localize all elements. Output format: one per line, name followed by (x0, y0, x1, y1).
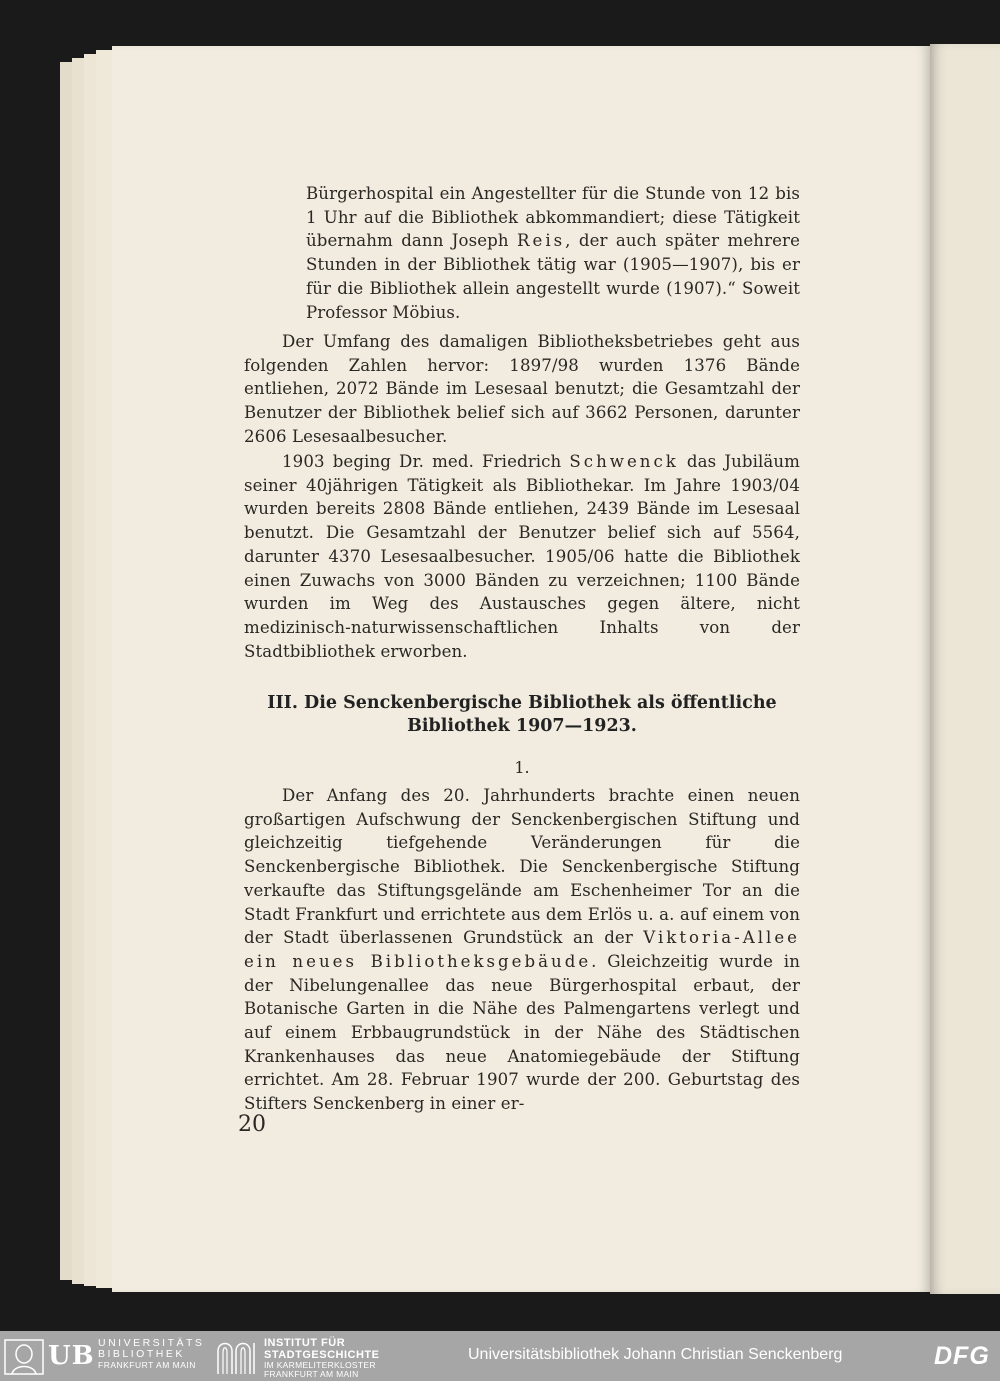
para3-text: Der Anfang des 20. Jahrhunderts brachte einen neuen großartigen Aufschwung der Senckenbergischen Stiftung und gleichzeitig tiefgehende Veränderungen für die Senckenbergische Bibliothek. Die Senckenbergische Stiftung verkaufte das Stiftungsgelände am Eschenheimer Tor an die Stadt Frankfurt und errichtete aus dem Erlös u. a. auf einem von der Stadt überlassenen Grundstück an der (244, 786, 800, 948)
page-number: 20 (238, 1112, 266, 1137)
ub-line3: FRANKFURT AM MAIN (98, 1360, 196, 1370)
chapter-heading-line2: Bibliothek 1907—1923. (407, 716, 637, 736)
ub-line2: BIBLIOTHEK (98, 1348, 185, 1360)
para2-text: 1903 beging Dr. med. Friedrich (282, 452, 562, 471)
isg-line2: STADTGESCHICHTE (264, 1349, 380, 1361)
ub-line1: UNIVERSITÄTS (98, 1337, 205, 1349)
paragraph-jubilee (244, 450, 800, 663)
paragraph-twentieth-century (244, 784, 800, 1116)
chapter-heading-line1: III. Die Senckenbergische Bibliothek als öffentliche (267, 693, 777, 713)
isg-arches-logo-icon (214, 1339, 258, 1375)
chapter-heading (244, 692, 800, 738)
isg-text (264, 1337, 379, 1379)
section-number: 1. (514, 758, 530, 777)
ub-text (98, 1338, 204, 1371)
facing-page-edge (930, 44, 1000, 1294)
para3-text-rest: . Gleichzeitig wurde in der Nibelungenallee das neue Bürgerhospital erbaut, der Botanische Garten in die Nähe des Palmengartens verlegt und auf einem Erbbaugrundstück in der Nähe des Städtischen Krankenhauses das neue Anatomiegebäude der Stiftung errichtet. Am 28. Februar 1907 wurde der 200. Geburtstag des Stifters Senckenberg in einer er- (244, 951, 800, 1114)
dfg-logo: DFG (934, 1342, 990, 1370)
intro-name: Reis (517, 231, 566, 251)
isg-line3: IM KARMELITERKLOSTER (264, 1360, 376, 1370)
intro-text: Bürgerhospital ein Angestellter für die Stunde von 12 bis 1 Uhr auf die Bibliothek abkommandiert; diese Tätigkeit übernahm dann Joseph (306, 184, 800, 251)
para3-spaced: Viktoria-Allee ein neues Bibliotheksgebäude (244, 928, 800, 971)
para2-text-rest: das Jubiläum seiner 40jährigen Tätigkeit als Bibliothekar. Im Jahre 1903/04 wurden bereits 2808 Bände entliehen, 2439 Bände im Lesesaal benutzt. Die Gesamtzahl der Benutzer belief sich auf 5564, darunter 4370 Lesesaalbesucher. 1905/06 hatte die Bibliothek einen Zuwachs von 3000 Bänden zu verzeichnen; 1100 Bände wurden im Weg des Austausches gegen ältere, nicht medizinisch-naturwissenschaftlichen Inhalts von der Stadtbibliothek erworben. (244, 452, 801, 661)
para2-name: Schwenck (569, 452, 679, 471)
footer-bar (0, 1331, 1000, 1381)
ub-letters: UB (48, 1341, 95, 1371)
isg-line4: FRANKFURT AM MAIN (264, 1369, 359, 1379)
ub-portrait-logo-icon (4, 1339, 44, 1375)
isg-line1: INSTITUT FÜR (264, 1337, 346, 1349)
intro-text-rest: , der auch später mehrere Stunden in der Bibliothek tätig war (1905—1907), bis er für die Bibliothek allein angestellt wurde (1907).“ Soweit Professor Möbius. (306, 231, 800, 322)
footer-title[interactable]: Universitätsbibliothek Johann Christian Senckenberg (468, 1346, 843, 1363)
intro-paragraph (306, 182, 800, 324)
paragraph-usage-statistics: Der Umfang des damaligen Bibliotheksbetriebes geht aus folgenden Zahlen hervor: 1897/98 wurden 1376 Bände entliehen, 2072 Bände im Lesesaal benutzt; die Gesamtzahl der Benutzer der Bibliothek belief sich auf 3662 Personen, darunter 2606 Lesesaalbesucher. (244, 332, 800, 446)
